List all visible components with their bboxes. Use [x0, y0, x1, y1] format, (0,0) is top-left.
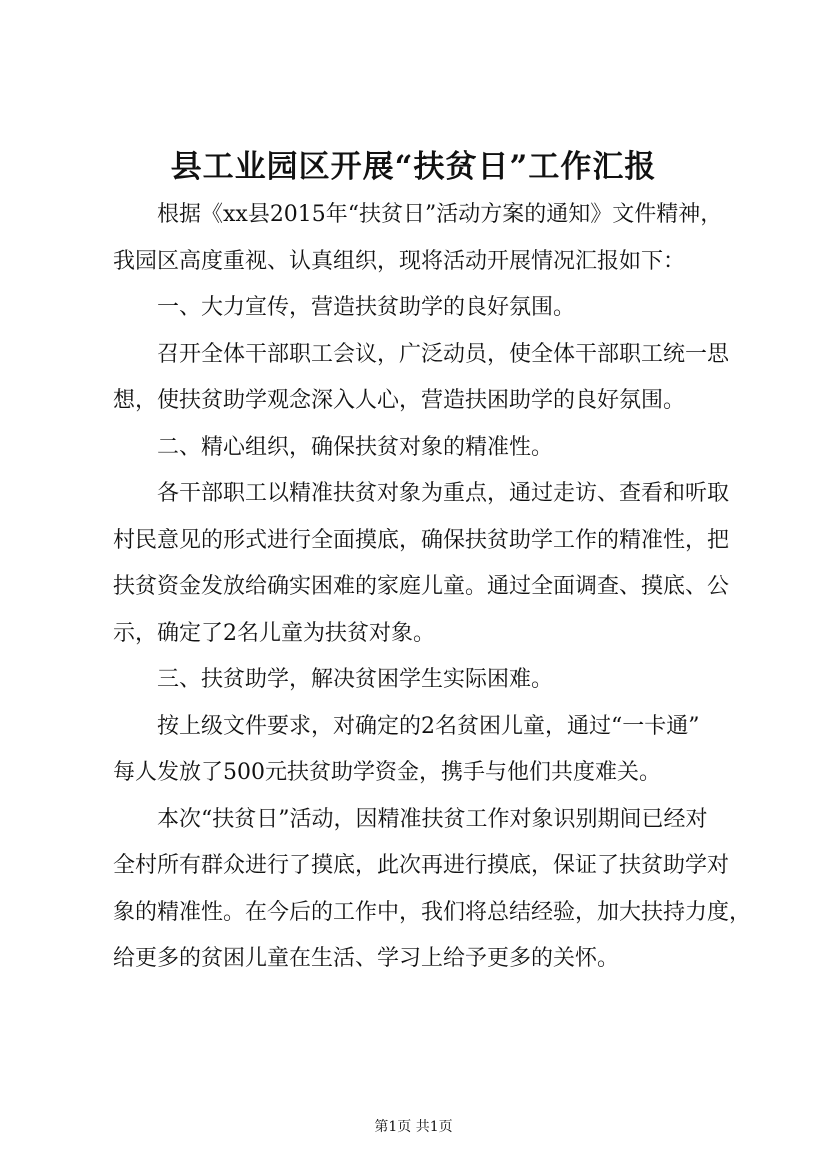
document-body: [113, 192, 752, 983]
body-line: 召开全体干部职工会议，广泛动员，使全体干部职工统一思: [157, 341, 730, 367]
body-line: 全村所有群众进行了摸底，此次再进行摸底，保证了扶贫助学对: [113, 853, 730, 878]
section-heading: 二、精心组织，确保扶贫对象的精准性。: [157, 434, 554, 460]
section-heading: 一、大力宣传，营造扶贫助学的良好氛围。: [157, 295, 576, 320]
body-line: 想，使扶贫助学观念深入人心，营造扶困助学的良好氛围。: [113, 388, 686, 413]
body-line: 本次“扶贫日”活动，因精准扶贫工作对象识别期间已经对: [157, 806, 708, 832]
body-line: 我园区高度重视、认真组织，现将活动开展情况汇报如下：: [113, 248, 686, 274]
body-line: 给更多的贫困儿童在生活、学习上给予更多的关怀。: [113, 946, 620, 971]
body-line: 按上级文件要求，对确定的2名贫困儿童，通过“一卡通”: [157, 713, 700, 739]
body-line: 示，确定了2名儿童为扶贫对象。: [113, 620, 435, 646]
body-line: 每人发放了500元扶贫助学资金，携手与他们共度难关。: [113, 760, 661, 785]
page-footer: 第1页 共1页: [374, 1119, 453, 1135]
body-line: 村民意见的形式进行全面摸底，确保扶贫助学工作的精准性，把: [113, 527, 730, 553]
section-heading: 三、扶贫助学，解决贫困学生实际困难。: [157, 667, 554, 692]
body-line: 各干部职工以精准扶贫对象为重点，通过走访、查看和听取: [157, 481, 730, 506]
document-title: 县工业园区开展“扶贫日”工作汇报: [170, 149, 657, 185]
body-line: 根据《xx县2015年“扶贫日”活动方案的通知》文件精神，: [157, 202, 723, 227]
body-line: 扶贫资金发放给确实困难的家庭儿童。通过全面调查、摸底、公: [113, 574, 730, 599]
body-line: 象的精准性。在今后的工作中，我们将总结经验，加大扶持力度，: [113, 899, 752, 925]
